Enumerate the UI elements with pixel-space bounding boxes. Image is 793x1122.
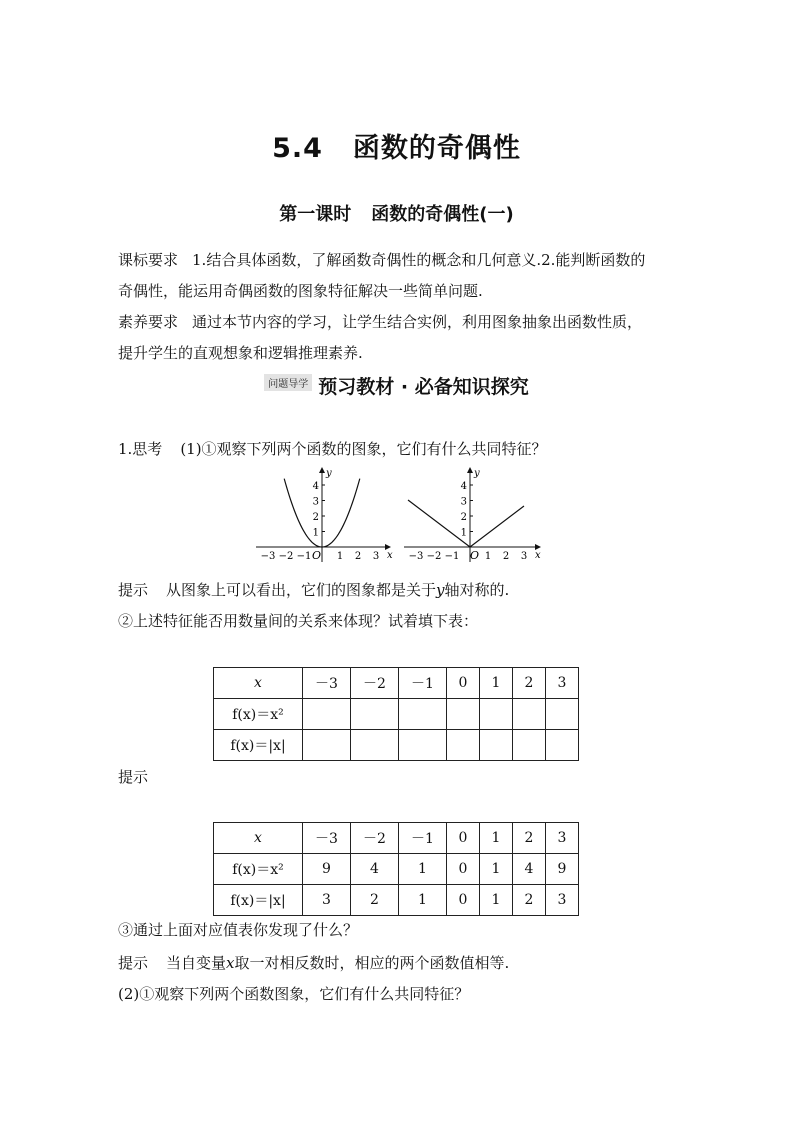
hint-1-text: 从图象上可以看出，它们的图象都是关于 — [166, 581, 437, 599]
table-cell-empty — [513, 730, 546, 761]
table-cell: －2 — [351, 823, 399, 854]
table-cell: －3 — [303, 668, 351, 699]
literacy-label: 素养要求 — [118, 313, 179, 331]
table-cell: 9 — [303, 854, 351, 885]
table-cell-empty — [513, 699, 546, 730]
table-cell: 3 — [546, 668, 579, 699]
function-graphs — [250, 462, 550, 567]
x-tick-label: −1 — [296, 551, 312, 562]
y-tick-label: 3 — [460, 496, 467, 508]
row-label-square: f(x)＝x² — [214, 854, 303, 885]
table-cell: 1 — [480, 885, 513, 916]
y-tick-label: 2 — [312, 512, 319, 523]
table-row — [214, 885, 579, 916]
lesson-label: 第一课时 — [279, 204, 352, 225]
table-cell-empty — [546, 730, 579, 761]
course-line-2: 奇偶性，能运用奇偶函数的图象特征解决一些简单问题. — [118, 282, 483, 300]
table-cell: 3 — [546, 885, 579, 916]
value-table-empty — [213, 667, 579, 761]
row-label-square: f(x)＝x² — [214, 699, 303, 730]
x-tick-label: 3 — [372, 551, 380, 562]
x-tick-label: −2 — [426, 551, 442, 562]
hint-3-variable: x — [226, 954, 235, 972]
table-cell: －1 — [399, 823, 447, 854]
table-row — [214, 699, 579, 730]
table-cell-empty — [351, 699, 399, 730]
hint-2-label: 提示 — [118, 768, 149, 786]
lesson-title — [0, 200, 793, 226]
x-tick-label: −1 — [444, 551, 460, 562]
table-cell: 1 — [480, 668, 513, 699]
x-axis-label: x — [387, 550, 393, 561]
table-cell-empty — [303, 699, 351, 730]
section-tag: 问题导学 — [264, 374, 312, 391]
literacy-line-1: 通过本节内容的学习，让学生结合实例，利用图象抽象出函数性质， — [192, 313, 643, 331]
hint-3-text-end: 取一对相反数时，相应的两个函数值相等. — [234, 954, 510, 972]
table-cell: 0 — [447, 668, 480, 699]
y-axis-label: y — [326, 468, 332, 479]
table-cell: 1 — [399, 854, 447, 885]
value-table-filled — [213, 822, 579, 916]
table-header-x: x — [254, 675, 262, 691]
table-cell-empty — [399, 699, 447, 730]
course-requirements — [118, 245, 645, 369]
table-cell: －2 — [351, 668, 399, 699]
table-cell-empty — [447, 730, 480, 761]
hint-label: 提示 — [118, 581, 149, 599]
table-cell-empty — [480, 699, 513, 730]
y-tick-label: 1 — [460, 527, 467, 539]
table-cell: 2 — [513, 668, 546, 699]
y-tick-label: 4 — [460, 481, 467, 492]
table-cell: 3 — [303, 885, 351, 916]
y-tick-label: 3 — [312, 496, 319, 508]
row-label-abs: f(x)＝|x| — [214, 885, 303, 916]
row-label-abs: f(x)＝|x| — [214, 730, 303, 761]
table-cell: 2 — [513, 823, 546, 854]
table-cell: 4 — [513, 854, 546, 885]
y-tick-label: 4 — [312, 481, 319, 492]
table-cell: 4 — [351, 854, 399, 885]
section-title — [0, 126, 793, 165]
hint-1-variable: y — [436, 581, 445, 599]
x-tick-label: 2 — [354, 551, 362, 562]
table-cell: 3 — [546, 823, 579, 854]
question-4: (2)①观察下列两个函数图象，它们有什么共同特征？ — [118, 985, 470, 1003]
section-name: 函数的奇偶性 — [352, 133, 521, 164]
table-cell: 9 — [546, 854, 579, 885]
x-tick-label: 2 — [502, 551, 510, 562]
x-tick-label: 3 — [520, 551, 528, 562]
table-cell: 1 — [480, 854, 513, 885]
x-tick-label: −2 — [278, 551, 294, 562]
hint-1 — [118, 579, 509, 600]
table-cell: －1 — [399, 668, 447, 699]
hint-3-text: 当自变量 — [166, 954, 227, 972]
table-cell: －3 — [303, 823, 351, 854]
section-heading-title: 预习教材 · 必备知识探究 — [318, 376, 529, 398]
course-label: 课标要求 — [118, 251, 179, 269]
course-line-1: 1.结合具体函数，了解函数奇偶性的概念和几何意义.2.能判断函数的 — [192, 251, 646, 269]
origin-label: O — [470, 549, 480, 562]
origin-label: O — [312, 549, 322, 562]
table-cell-empty — [399, 730, 447, 761]
table-row — [214, 668, 579, 699]
table-cell-empty — [303, 730, 351, 761]
table-cell: 2 — [513, 885, 546, 916]
think-label: 1.思考 — [118, 440, 163, 458]
x-tick-label: 1 — [336, 551, 344, 562]
table-cell: 0 — [447, 823, 480, 854]
hint-1-text-end: 轴对称的. — [444, 581, 510, 599]
table-cell-empty — [351, 730, 399, 761]
y-tick-label: 1 — [312, 527, 319, 539]
table-row — [214, 730, 579, 761]
lesson-name: 函数的奇偶性(一) — [371, 204, 514, 225]
x-axis-label: x — [535, 550, 541, 561]
table-cell: 2 — [351, 885, 399, 916]
table-cell-empty — [546, 699, 579, 730]
question-1: (1)①观察下列两个函数的图象，它们有什么共同特征？ — [180, 440, 547, 458]
x-tick-label: −3 — [408, 551, 424, 562]
think-question-1 — [118, 438, 547, 459]
x-tick-label: −3 — [260, 551, 276, 562]
table-row — [214, 823, 579, 854]
hint-label: 提示 — [118, 954, 149, 972]
table-header-x: x — [254, 830, 262, 846]
literacy-line-2: 提升学生的直观想象和逻辑推理素养. — [118, 344, 363, 362]
graph-parabola — [256, 468, 393, 562]
table-cell: 0 — [447, 854, 480, 885]
table-cell: 1 — [399, 885, 447, 916]
section-heading — [0, 372, 793, 399]
y-tick-label: 2 — [460, 512, 467, 523]
y-axis-label: y — [474, 468, 480, 479]
table-row — [214, 854, 579, 885]
table-cell: 1 — [480, 823, 513, 854]
question-2: ②上述特征能否用数量间的关系来体现？试着填下表： — [118, 612, 479, 630]
hint-3 — [118, 952, 509, 973]
table-cell-empty — [447, 699, 480, 730]
table-cell-empty — [480, 730, 513, 761]
question-3: ③通过上面对应值表你发现了什么？ — [118, 921, 359, 939]
section-number: 5.4 — [272, 133, 323, 164]
graph-absolute — [404, 468, 541, 562]
x-tick-label: 1 — [484, 551, 492, 562]
table-cell: 0 — [447, 885, 480, 916]
